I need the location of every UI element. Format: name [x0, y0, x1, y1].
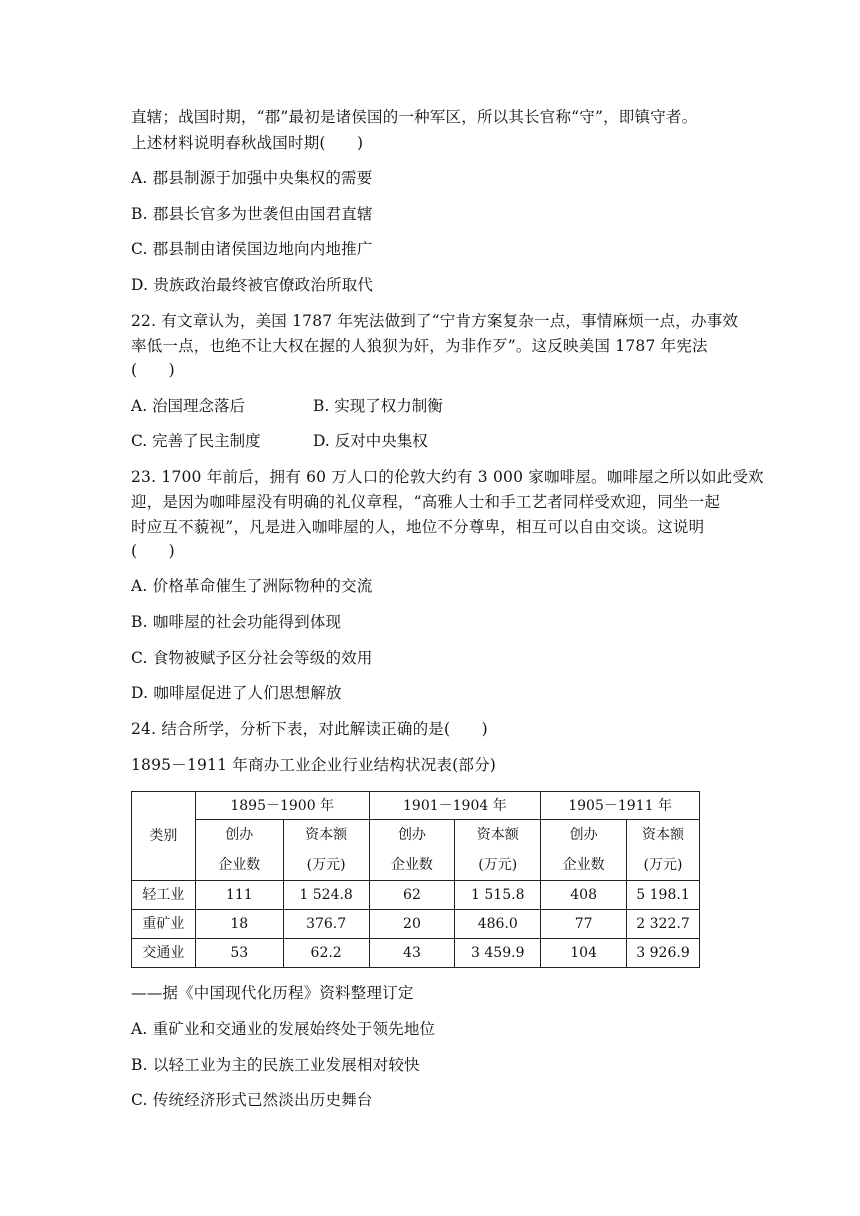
q23-option-b: B. 咖啡屋的社会功能得到体现	[131, 613, 342, 631]
table-cell: 53	[195, 939, 283, 968]
subheader-label: (万元)	[306, 857, 346, 873]
q22-option-d: D. 反对中央集权	[313, 432, 428, 450]
q23-option-d: D. 咖啡屋促进了人们思想解放	[131, 684, 342, 702]
table-cell: 5 198.1	[627, 881, 700, 910]
table-cell: 3 459.9	[455, 939, 541, 968]
table-source: ——据《中国现代化历程》资料整理订定	[131, 984, 414, 1002]
row-category: 交通业	[132, 939, 196, 968]
subheader-label: 创办	[225, 827, 254, 843]
q22-option-b: B. 实现了权力制衡	[313, 397, 443, 415]
q22-option-a: A. 治国理念落后	[131, 397, 246, 415]
q22-text-line-2: 率低一点，也绝不让大权在握的人狼狈为奸，为非作歹”。这反映美国 1787 年宪法	[131, 337, 708, 355]
q21-option-b: B. 郡县长官多为世袭但由国君直辖	[131, 205, 373, 223]
subheader-label: 资本额	[305, 827, 348, 843]
table-row	[132, 910, 700, 939]
q24-option-b: B. 以轻工业为主的民族工业发展相对较快	[131, 1056, 420, 1074]
category-header: 类别	[132, 792, 196, 881]
q21-text-line-2: 上述材料说明春秋战国时期( )	[131, 134, 364, 152]
table-cell: 1 524.8	[283, 881, 369, 910]
q22-text-line-3: ( )	[131, 361, 175, 379]
table-cell: 43	[369, 939, 455, 968]
table-cell: 62.2	[283, 939, 369, 968]
q21-option-a: A. 郡县制源于加强中央集权的需要	[131, 169, 373, 187]
q21-text-line-1: 直辖；战国时期，“郡”最初是诸侯国的一种军区，所以其长官称“守”，即镇守者。	[131, 108, 698, 126]
q22-option-c: C. 完善了民主制度	[131, 432, 261, 450]
table-cell: 3 926.9	[627, 939, 700, 968]
period-header-2: 1901－1904 年	[369, 792, 541, 820]
table-cell: 111	[195, 881, 283, 910]
q23-text-line-1: 23. 1700 年前后，拥有 60 万人口的伦敦大约有 3 000 家咖啡屋。咖啡屋之所以如此受欢	[131, 468, 764, 486]
q23-option-c: C. 食物被赋予区分社会等级的效用	[131, 649, 373, 667]
subheader-enterprises	[369, 820, 455, 881]
q22-text-line-1: 22. 有文章认为，美国 1787 年宪法做到了“宁肯方案复杂一点，事情麻烦一点，办事效	[131, 312, 739, 330]
period-header-3: 1905－1911 年	[541, 792, 700, 820]
table-cell: 408	[541, 881, 627, 910]
subheader-label: 资本额	[476, 827, 519, 843]
q23-text-line-2: 迎，是因为咖啡屋没有明确的礼仪章程，“高雅人士和手工艺者同样受欢迎，同坐一起	[131, 493, 721, 511]
subheader-label: 企业数	[562, 857, 605, 873]
subheader-label: 创办	[569, 827, 598, 843]
subheader-label: 企业数	[218, 857, 261, 873]
subheader-enterprises	[541, 820, 627, 881]
subheader-capital	[455, 820, 541, 881]
table-cell: 2 322.7	[627, 910, 700, 939]
table-cell: 486.0	[455, 910, 541, 939]
period-header-1: 1895－1900 年	[195, 792, 369, 820]
table-cell: 1 515.8	[455, 881, 541, 910]
q21-option-d: D. 贵族政治最终被官僚政治所取代	[131, 276, 374, 294]
row-category: 重矿业	[132, 910, 196, 939]
q23-option-a: A. 价格革命催生了洲际物种的交流	[131, 577, 373, 595]
subheader-label: (万元)	[478, 857, 518, 873]
subheader-label: 创办	[397, 827, 426, 843]
table-row	[132, 939, 700, 968]
table-row	[132, 881, 700, 910]
subheader-capital	[283, 820, 369, 881]
subheader-label: 企业数	[390, 857, 433, 873]
q23-text-line-4: ( )	[131, 542, 175, 560]
q24-option-a: A. 重矿业和交通业的发展始终处于领先地位	[131, 1020, 436, 1038]
subheader-label: 资本额	[642, 827, 685, 843]
subheader-capital	[627, 820, 700, 881]
q24-option-c: C. 传统经济形式已然淡出历史舞台	[131, 1091, 373, 1109]
q23-text-line-3: 时应互不藐视”，凡是进入咖啡屋的人，地位不分尊卑，相互可以自由交谈。这说明	[131, 518, 705, 536]
table-title: 1895－1911 年商办工业企业行业结构状况表(部分)	[131, 756, 497, 774]
table-cell: 77	[541, 910, 627, 939]
table-cell: 104	[541, 939, 627, 968]
subheader-label: (万元)	[643, 857, 683, 873]
q21-option-c: C. 郡县制由诸侯国边地向内地推广	[131, 240, 373, 258]
table-cell: 18	[195, 910, 283, 939]
table-cell: 376.7	[283, 910, 369, 939]
subheader-enterprises	[195, 820, 283, 881]
q24-stem: 24. 结合所学，分析下表，对此解读正确的是( )	[131, 720, 488, 738]
industry-structure-table	[131, 791, 700, 968]
row-category: 轻工业	[132, 881, 196, 910]
table-cell: 20	[369, 910, 455, 939]
table-cell: 62	[369, 881, 455, 910]
